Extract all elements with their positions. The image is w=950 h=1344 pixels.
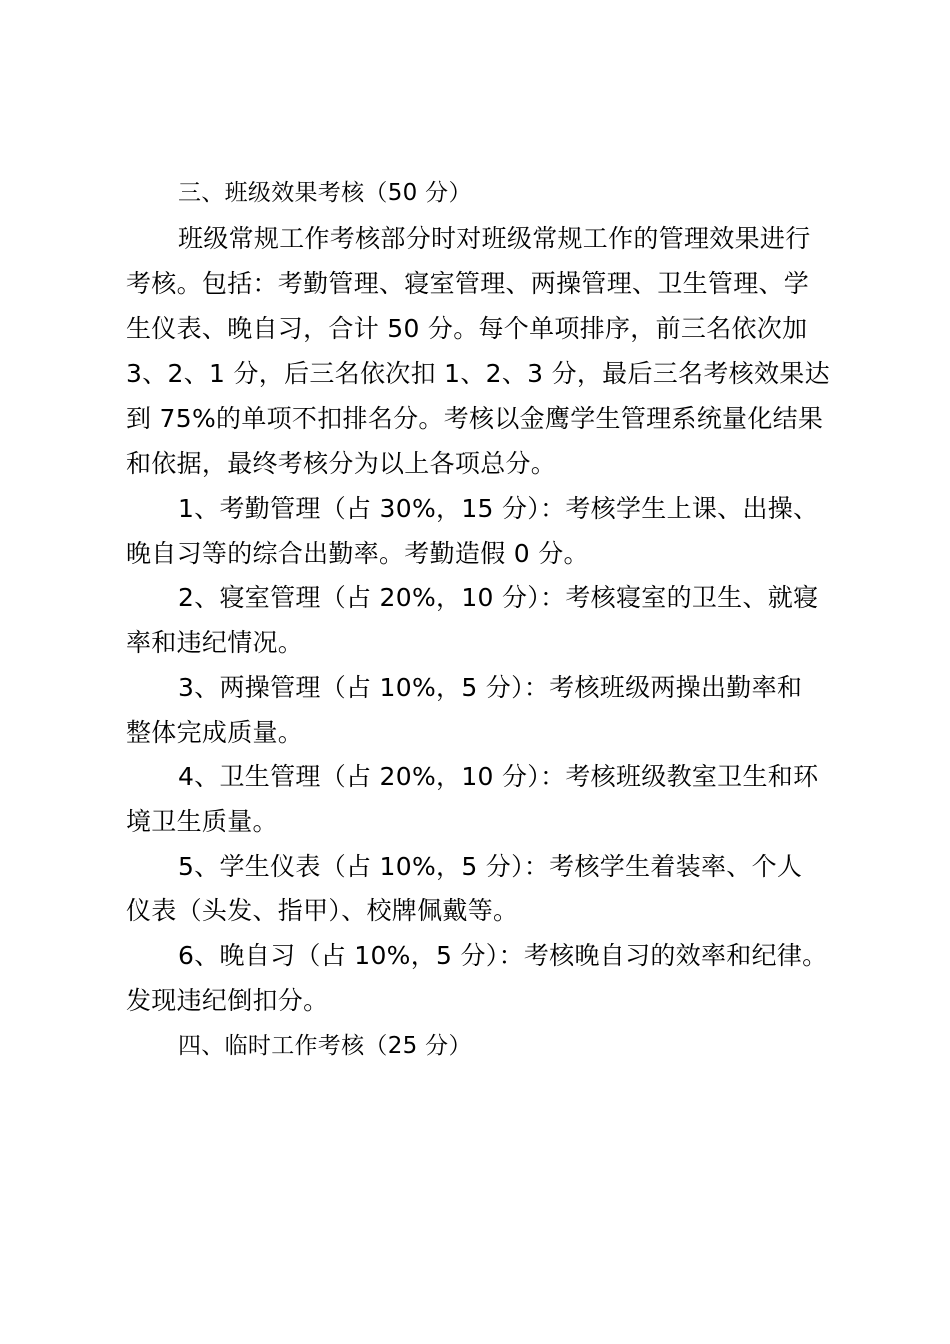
- item-1-line-1: 1、考勤管理（占 30%，15 分）：考核学生上课、出操、: [178, 494, 819, 523]
- section-3-intro-line-6: 和依据，最终考核分为以上各项总分。: [126, 449, 557, 478]
- section-3-heading: 三、班级效果考核（50 分）: [178, 180, 472, 206]
- section-3-intro-line-3: 生仪表、晚自习，合计 50 分。每个单项排序，前三名依次加: [126, 314, 808, 343]
- section-4-heading: 四、临时工作考核（25 分）: [178, 1033, 472, 1059]
- item-1-line-2: 晚自习等的综合出勤率。考勤造假 0 分。: [126, 539, 589, 568]
- item-2-line-2: 率和违纪情况。: [126, 628, 304, 657]
- section-3-intro-line-2: 考核。包括：考勤管理、寝室管理、两操管理、卫生管理、学: [126, 269, 810, 298]
- item-4-line-2: 境卫生质量。: [126, 807, 278, 836]
- item-2-line-1: 2、寝室管理（占 20%，10 分）：考核寝室的卫生、就寝: [178, 583, 819, 612]
- section-3-intro-line-5: 到 75%的单项不扣排名分。考核以金鹰学生管理系统量化结果: [126, 404, 824, 433]
- item-6-line-1: 6、晚自习（占 10%，5 分）：考核晚自习的效率和纪律。: [178, 941, 828, 970]
- section-3-intro-line-1: 班级常规工作考核部分时对班级常规工作的管理效果进行: [178, 224, 811, 253]
- item-5-line-2: 仪表（头发、指甲）、校牌佩戴等。: [126, 896, 519, 925]
- item-3-line-1: 3、两操管理（占 10%，5 分）：考核班级两操出勤率和: [178, 673, 803, 702]
- item-6-line-2: 发现违纪倒扣分。: [126, 986, 329, 1015]
- item-3-line-2: 整体完成质量。: [126, 718, 304, 747]
- section-3-intro-line-4: 3、2、1 分，后三名依次扣 1、2、3 分，最后三名考核效果达: [126, 359, 830, 388]
- item-5-line-1: 5、学生仪表（占 10%，5 分）：考核学生着装率、个人: [178, 852, 803, 881]
- item-4-line-1: 4、卫生管理（占 20%，10 分）：考核班级教室卫生和环: [178, 762, 819, 791]
